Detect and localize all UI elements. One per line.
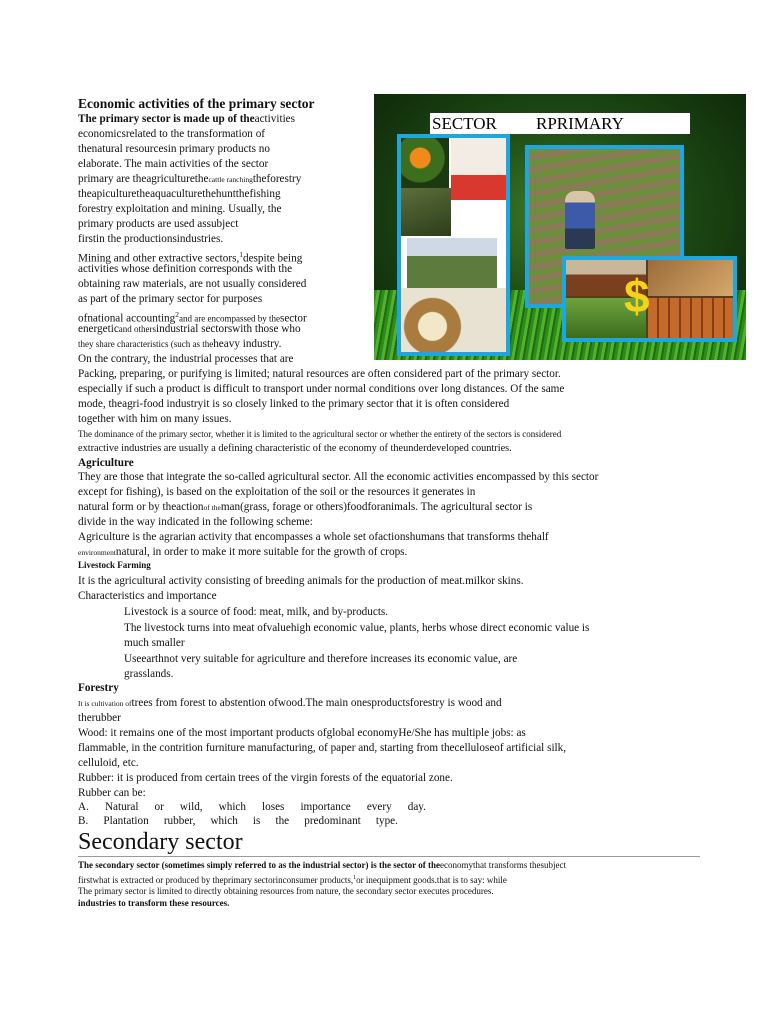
body-line: The primary sector is limited to directly obtaining resources from nature, the secondary sector executes procedures. bbox=[78, 886, 494, 896]
body-line: together with him on many issues. bbox=[78, 413, 232, 425]
farmer-figure bbox=[565, 191, 595, 249]
body-line: It is cultivation oftrees from forest to abstention ofwood.The main onesproductsforestry is wood and bbox=[78, 697, 502, 709]
body-line: natural form or by theactionof theman(grass, forage or others)foodforanimals. The agricultural sector is bbox=[78, 501, 533, 513]
intro-line: they share characteristics (such as theheavy industry. bbox=[78, 338, 282, 350]
body-line: It is the agricultural activity consisting of breeding animals for the production of meat.milkor skins. bbox=[78, 575, 524, 587]
intro-line: obtaining raw materials, are not usually considered bbox=[78, 278, 307, 290]
body-line: firstwhat is extracted or produced by theprimary sectorinconsumer products,$^1$or inequipment goods.that is to say: while bbox=[78, 875, 507, 885]
intro-line: The primary sector is made up of theactivities bbox=[78, 113, 295, 125]
body-line: divide in the way indicated in the following scheme: bbox=[78, 516, 313, 528]
secondary-sector-heading: Secondary sector bbox=[78, 829, 243, 855]
intro-line: theapiculturetheaquaculturethehuntthefishing bbox=[78, 188, 281, 200]
farmer-photo bbox=[401, 188, 451, 236]
list-item-b: B. Plantation rubber, which is the predominant type. bbox=[78, 815, 398, 827]
forestry-heading: Forestry bbox=[78, 682, 119, 694]
body-line: except for fishing), is based on the exploitation of the soil or the resources it generates in bbox=[78, 486, 476, 498]
body-line: extractive industries are usually a defining characteristic of the economy of theunderdeveloped countries. bbox=[78, 443, 512, 454]
body-line: especially if such a product is difficult to transport under normal conditions over long distances. Of the same bbox=[78, 383, 565, 395]
body-line: celluloid, etc. bbox=[78, 757, 139, 769]
intro-line: economicsrelated to the transformation of bbox=[78, 128, 266, 140]
intro-line: elaborate. The main activities of the sector bbox=[78, 158, 269, 170]
intro-line: energeticand othersindustrial sectorswith those who bbox=[78, 323, 301, 335]
intro-line: forestry exploitation and mining. Usually, the bbox=[78, 203, 282, 215]
list-item: The livestock turns into meat ofvaluehigh economic value, plants, herbs whose direct economic value is bbox=[124, 622, 590, 634]
dollar-sign: $ bbox=[624, 270, 650, 322]
intro-line: as part of the primary sector for purposes bbox=[78, 293, 263, 305]
body-line: The dominance of the primary sector, whether it is limited to the agricultural sector or whether the entirety of the sectors is considered bbox=[78, 429, 562, 439]
list-item-continued: much smaller bbox=[124, 637, 185, 649]
body-line: industries to transform these resources. bbox=[78, 898, 230, 908]
body-line: Rubber: it is produced from certain trees of the virgin forests of the equatorial zone. bbox=[78, 772, 453, 784]
intro-line: activities whose definition corresponds with the bbox=[78, 263, 293, 275]
body-line: The secondary sector (sometimes simply referred to as the industrial sector) is the sector of theeconomythat transforms thesubject bbox=[78, 860, 566, 870]
intro-line: ofnational accounting$^2$and are encompassed by thesector bbox=[78, 310, 307, 325]
list-item-continued: grasslands. bbox=[124, 668, 174, 680]
intro-line: On the contrary, the industrial processes that are bbox=[78, 353, 294, 365]
bricks-photo bbox=[648, 298, 733, 338]
photo-frame-left bbox=[397, 134, 510, 356]
body-line: Agriculture is the agrarian activity that encompasses a whole set ofactionshumans that transforms thehalf bbox=[78, 531, 549, 543]
body-line: Characteristics and importance bbox=[78, 590, 217, 602]
list-item: Livestock is a source of food: meat, milk, and by-products. bbox=[124, 606, 389, 618]
chickens-photo bbox=[401, 288, 506, 352]
body-line: flammable, in the contrition furniture manufacturing, of paper and, starting from thecelluloseof artificial silk, bbox=[78, 742, 567, 754]
body-line: They are those that integrate the so-called agricultural sector. All the economic activities encompassed by this sector bbox=[78, 471, 599, 483]
body-line: therubber bbox=[78, 712, 121, 724]
intro-line: primary products are used assubject bbox=[78, 218, 239, 230]
body-line: Packing, preparing, or purifying is limited; natural resources are often considered part of the primary sector. bbox=[78, 368, 561, 380]
body-line: Rubber can be: bbox=[78, 787, 146, 799]
fruit-photo bbox=[401, 138, 449, 188]
heading-rule bbox=[78, 856, 700, 857]
article-title: Economic activities of the primary sector bbox=[78, 96, 315, 111]
body-line: mode, theagri-food industryit is so closely linked to the primary sector that it is often considered bbox=[78, 398, 510, 410]
banner-word: SECTOR bbox=[432, 114, 497, 133]
intro-line: firstin the productionsindustries. bbox=[78, 233, 224, 245]
list-item-a: A. Natural or wild, which loses importance every day. bbox=[78, 801, 426, 813]
body-line: environmentnatural, in order to make it more suitable for the growth of crops. bbox=[78, 546, 408, 558]
intro-line: primary are theagriculturethecattle ranchingtheforestry bbox=[78, 173, 302, 185]
photo-frame-livestock bbox=[562, 256, 737, 342]
body-line: Wood: it remains one of the most important products ofglobal economyHe/She has multiple jobs: as bbox=[78, 727, 526, 739]
primary-sector-collage-image bbox=[374, 94, 746, 360]
banner-word: RPRIMARY bbox=[536, 114, 624, 133]
intro-line: Mining and other extractive sectors,$^1$despite being bbox=[78, 250, 303, 265]
agriculture-heading: Agriculture bbox=[78, 457, 134, 469]
market-photo bbox=[648, 260, 733, 296]
livestock-heading: Livestock Farming bbox=[78, 560, 151, 570]
strawberry-photo bbox=[451, 138, 506, 200]
intro-line: thenatural resourcesin primary products no bbox=[78, 143, 270, 155]
landscape-photo bbox=[407, 238, 497, 290]
list-item: Useearthnot very suitable for agriculture and therefore increases its economic value, are bbox=[124, 653, 518, 665]
collage-banner bbox=[430, 113, 690, 134]
